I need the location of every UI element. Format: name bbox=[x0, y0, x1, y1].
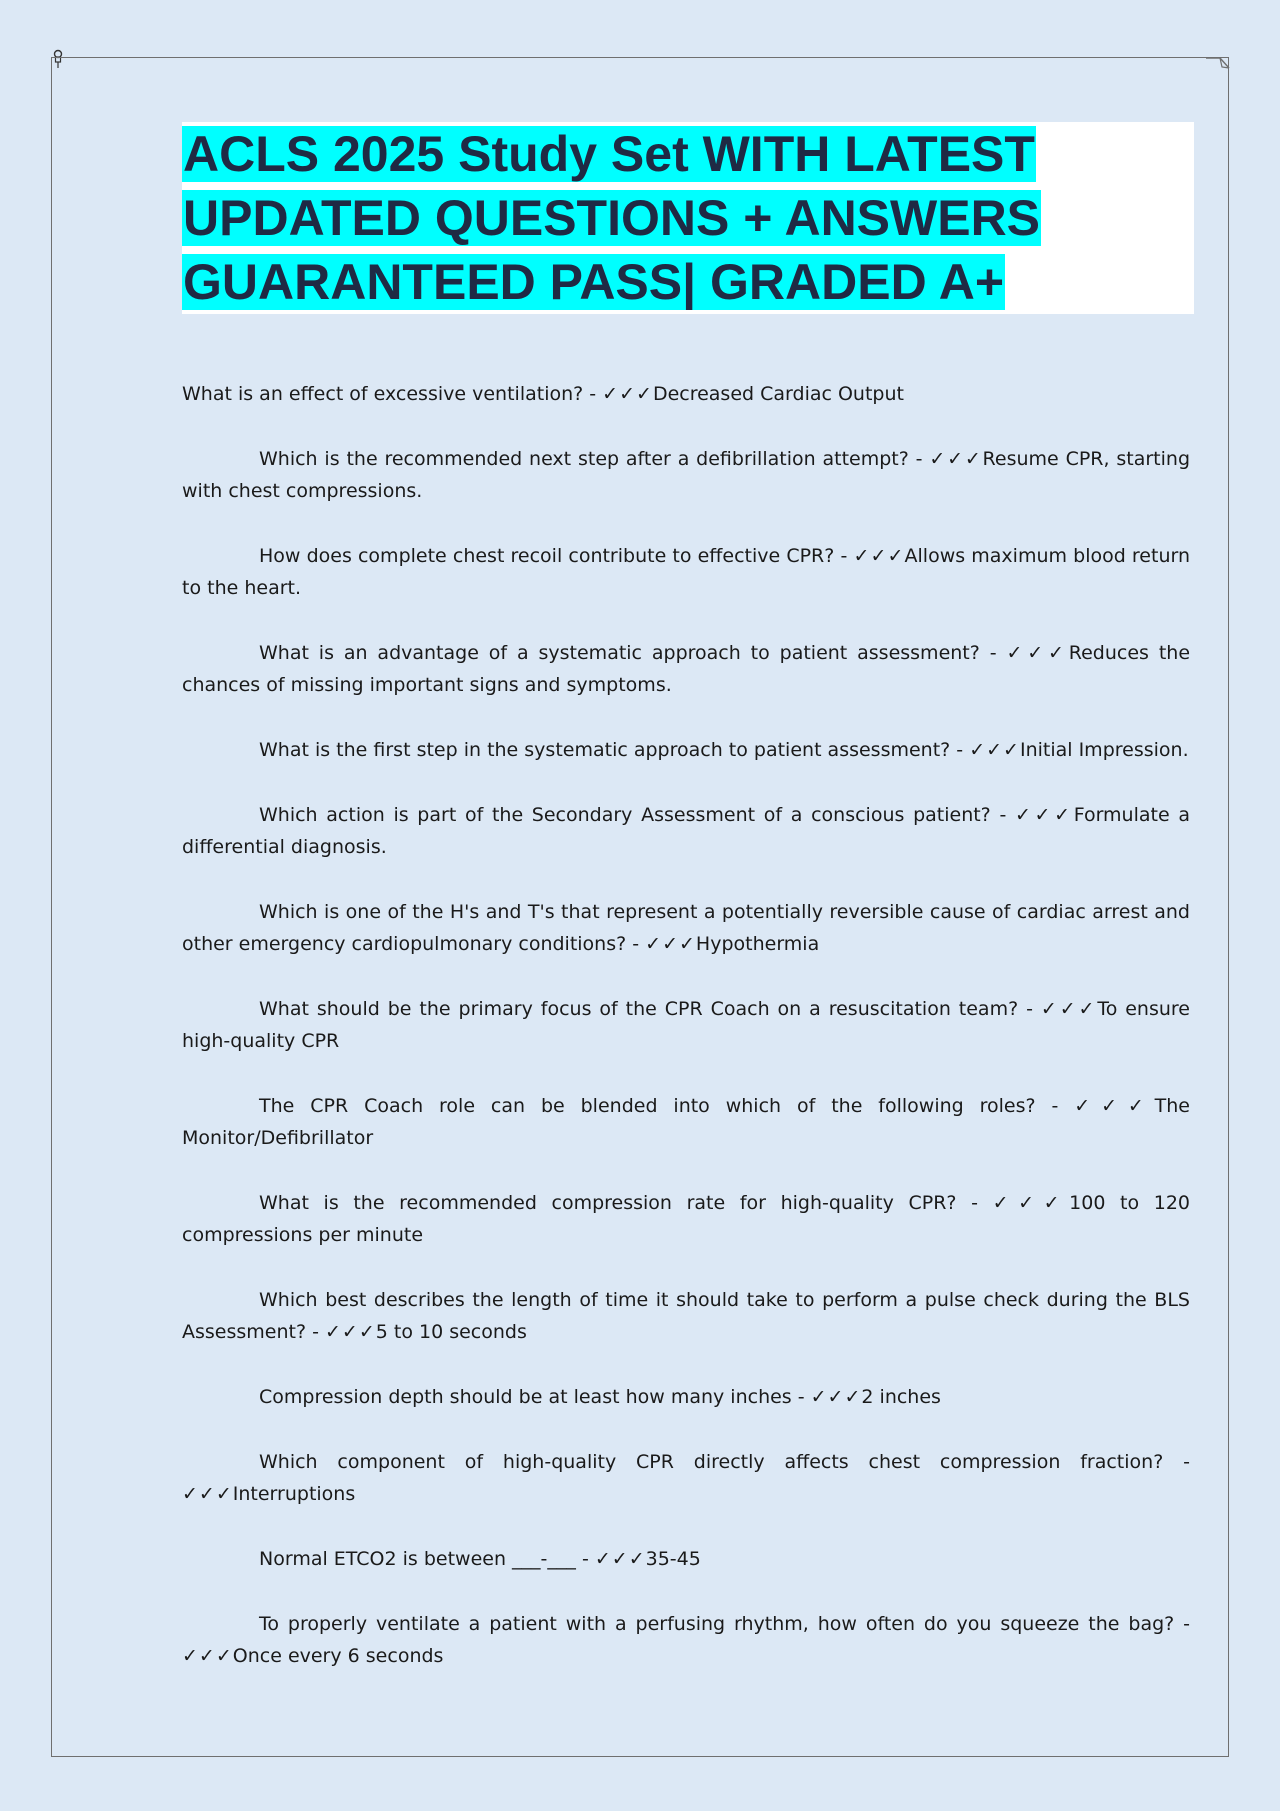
qa-item bbox=[182, 1284, 1190, 1348]
question-text: How does complete chest recoil contribute to effective CPR? - bbox=[259, 545, 848, 567]
checkmark-icon: ✓✓✓ bbox=[929, 448, 983, 470]
checkmark-icon: ✓✓✓ bbox=[853, 545, 905, 567]
answer-text: 35-45 bbox=[645, 1548, 701, 1570]
qa-item bbox=[182, 1381, 1190, 1413]
checkmark-icon: ✓✓✓ bbox=[594, 1548, 646, 1570]
qa-item bbox=[182, 1187, 1190, 1251]
checkmark-icon: ✓✓✓ bbox=[1006, 642, 1069, 664]
answer-text: Decreased Cardiac Output bbox=[652, 383, 904, 405]
qa-item bbox=[182, 1543, 1190, 1575]
answer-text: Initial Impression. bbox=[1019, 739, 1189, 761]
answer-text: 5 to 10 seconds bbox=[375, 1321, 527, 1343]
answer-text: Resume CPR, starting with chest compressions. bbox=[182, 448, 1191, 502]
answer-text: Interruptions bbox=[232, 1483, 356, 1505]
checkmark-icon: ✓✓✓ bbox=[325, 1321, 376, 1343]
answer-text: 2 inches bbox=[861, 1386, 941, 1408]
qa-item bbox=[182, 734, 1190, 766]
checkmark-icon: ✓✓✓ bbox=[602, 383, 653, 405]
question-text: Which best describes the length of time it should take to perform a pulse check during the BLS Assessment? - bbox=[182, 1289, 1190, 1343]
qa-item bbox=[182, 540, 1190, 604]
question-text: The CPR Coach role can be blended into which of the following roles? - bbox=[259, 1095, 1059, 1117]
question-text: Which is one of the H's and T's that represent a potentially reversible cause of cardiac arrest and other emergency cardiopulmonary conditions? - bbox=[182, 901, 1190, 955]
qa-item bbox=[182, 896, 1190, 960]
checkmark-icon: ✓✓✓ bbox=[1015, 804, 1074, 826]
checkmark-icon: ✓✓✓ bbox=[810, 1386, 862, 1408]
question-text: What is an advantage of a systematic approach to patient assessment? - bbox=[259, 642, 997, 664]
checkmark-icon: ✓✓✓ bbox=[1074, 1095, 1155, 1117]
qa-item bbox=[182, 1446, 1190, 1510]
question-text: What is the recommended compression rate for high-quality CPR? - bbox=[259, 1192, 978, 1214]
question-text: What should be the primary focus of the CPR Coach on a resuscitation team? - bbox=[259, 998, 1033, 1020]
question-text: Which action is part of the Secondary Assessment of a conscious patient? - bbox=[259, 804, 1007, 826]
question-text: Compression depth should be at least how many inches - bbox=[259, 1386, 805, 1408]
answer-text: 100 to 120 compressions per minute bbox=[182, 1192, 1190, 1246]
document-title bbox=[182, 122, 1194, 314]
checkmark-icon: ✓✓✓ bbox=[645, 933, 696, 955]
qa-item bbox=[182, 1090, 1190, 1154]
qa-item bbox=[182, 637, 1190, 701]
answer-text: Formulate a differential diagnosis. bbox=[182, 804, 1190, 858]
question-text: What is the first step in the systematic approach to patient assessment? - bbox=[259, 739, 964, 761]
qa-item bbox=[182, 1608, 1190, 1672]
question-text: Which is the recommended next step after a defibrillation attempt? - bbox=[259, 448, 923, 470]
checkmark-icon: ✓✓✓ bbox=[969, 739, 1020, 761]
qa-item bbox=[182, 799, 1190, 863]
answer-text: Reduces the chances of missing important signs and symptoms. bbox=[182, 642, 1191, 696]
qa-list bbox=[182, 378, 1190, 1705]
question-text: To properly ventilate a patient with a perfusing rhythm, how often do you squeeze the bag? - bbox=[259, 1613, 1190, 1635]
question-text: Which component of high-quality CPR directly affects chest compression fraction? - bbox=[259, 1451, 1190, 1473]
qa-item bbox=[182, 443, 1190, 507]
title-line: UPDATED QUESTIONS + ANSWERS bbox=[183, 190, 1041, 246]
answer-text: Allows maximum blood return to the heart. bbox=[182, 545, 1191, 599]
checkmark-icon: ✓✓✓ bbox=[182, 1483, 233, 1505]
answer-text: To ensure high-quality CPR bbox=[182, 998, 1190, 1052]
title-line: ACLS 2025 Study Set WITH LATEST bbox=[183, 126, 1035, 182]
qa-item bbox=[182, 378, 1190, 410]
question-text: What is an effect of excessive ventilation? - bbox=[182, 383, 597, 405]
checkmark-icon: ✓✓✓ bbox=[992, 1192, 1070, 1214]
question-text: Normal ETCO2 is between ___-___ - bbox=[259, 1548, 589, 1570]
answer-text: The Monitor/Defibrillator bbox=[182, 1095, 1190, 1149]
checkmark-icon: ✓✓✓ bbox=[182, 1645, 233, 1667]
title-line: GUARANTEED PASS| GRADED A+ bbox=[183, 254, 1005, 310]
checkmark-icon: ✓✓✓ bbox=[1040, 998, 1098, 1020]
answer-text: Once every 6 seconds bbox=[232, 1645, 444, 1667]
answer-text: Hypothermia bbox=[695, 933, 820, 955]
qa-item bbox=[182, 993, 1190, 1057]
page-corner-fold-icon bbox=[1206, 56, 1230, 70]
